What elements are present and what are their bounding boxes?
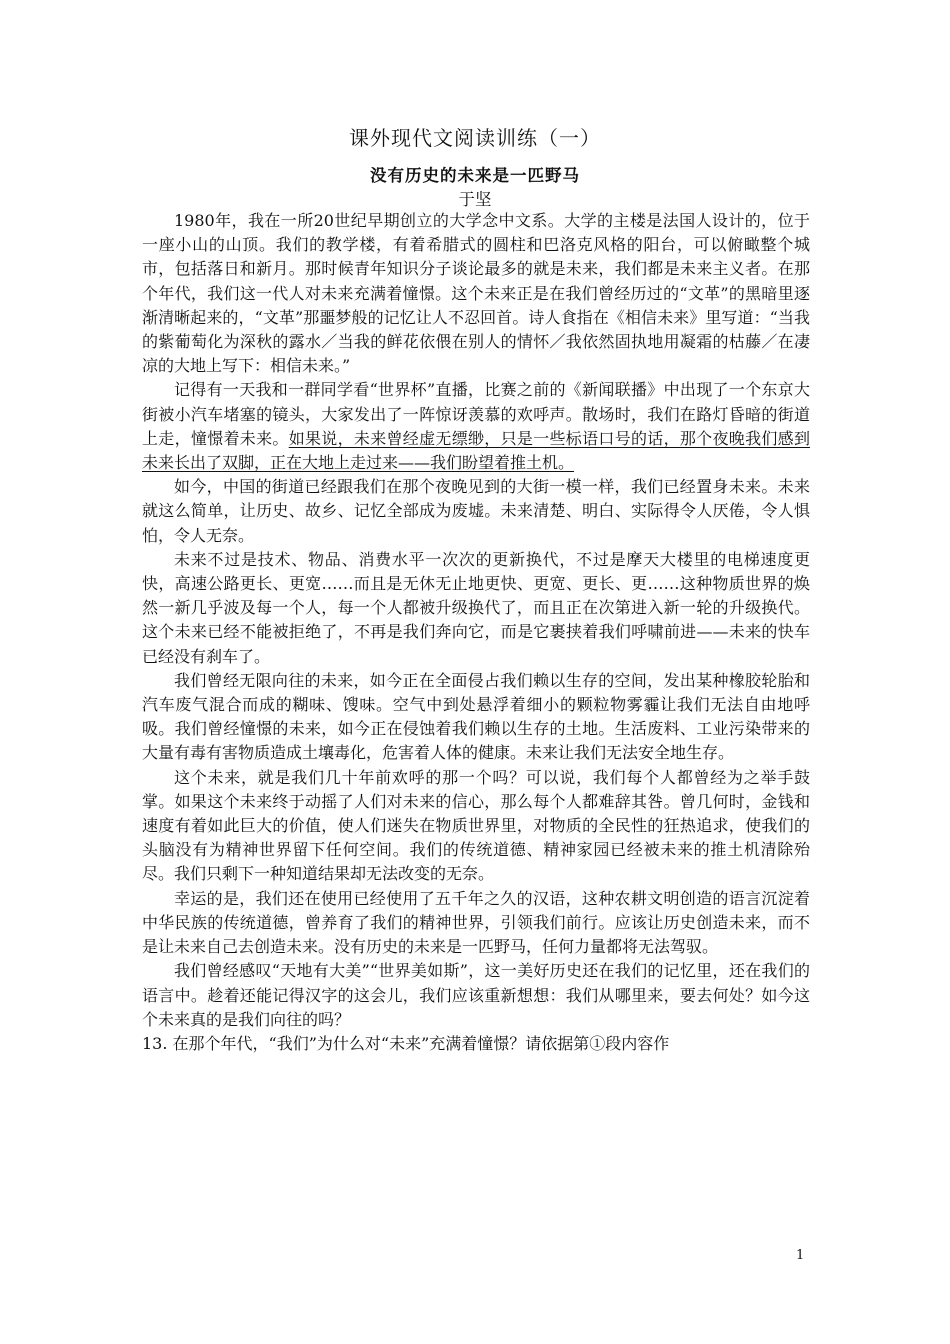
article-title: 没有历史的未来是一匹野马: [370, 166, 580, 185]
paragraph-1: 1980年，我在一所20世纪早期创立的大学念中文系。大学的主楼是法国人设计的，位于一座小山的山顶。我们的教学楼，有着希腊式的圆柱和巴洛克风格的阳台，可以俯瞰整个城市，包括落日和新月。那时候青年知识分子谈论最多的就是未来，我们都是未来主义者。在那个年代，我们这一代人对未来充满着憧憬。这个未来正是在我们曾经历过的“文革”的黑暗里逐渐清晰起来的，“文革”那噩梦般的记忆让人不忍回首。诗人食指在《相信未来》里写道：“当我的紫葡萄化为深秋的露水／当我的鲜花依偎在别人的情怀／我依然固执地用凝霜的枯藤／在凄凉的大地上写下：相信未来。”: [142, 211, 810, 376]
paragraph-8: 我们曾经感叹“天地有大美”“世界美如斯”，这一美好历史还在我们的记忆里，还在我们的语言中。趁着还能记得汉字的这会儿，我们应该重新想想：我们从哪里来，要去何处？如今这个未来真的是我们向往的吗？: [142, 961, 810, 1029]
page-number: 1: [796, 1248, 805, 1263]
paragraph-2: [142, 378, 810, 475]
underlined-sentence: 如果说，未来曾经虚无缥缈，只是一些标语口号的话，那个夜晚我们感到未来长出了双脚，正在大地上走过来——我们盼望着推土机。: [142, 428, 810, 473]
article-body: [142, 209, 810, 1056]
question-13: 13. 在那个年代，“我们”为什么对“未来”充满着憧憬？请依据第①段内容作: [142, 1033, 670, 1053]
paragraph-5: 我们曾经无限向往的未来，如今正在全面侵占我们赖以生存的空间，发出某种橡胶轮胎和汽车废气混合而成的糊味、馊味。空气中到处悬浮着细小的颗粒物雾霾让我们无法自由地呼吸。我们曾经憧憬的未来，如今正在侵蚀着我们赖以生存的土地。生活废料、工业污染带来的大量有毒有害物质造成土壤毒化，危害着人体的健康。未来让我们无法安全地生存。: [142, 670, 810, 763]
document-title: 课外现代文阅读训练（一）: [349, 126, 601, 150]
paragraph-3: 如今，中国的街道已经跟我们在那个夜晚见到的大街一模一样，我们已经置身未来。未来就这么简单，让历史、故乡、记忆全部成为废墟。未来清楚、明白、实际得令人厌倦，令人惧怕，令人无奈。: [142, 477, 810, 545]
paragraph-4: 未来不过是技术、物品、消费水平一次次的更新换代，不过是摩天大楼里的电梯速度更快，高速公路更长、更宽……而且是无休无止地更快、更宽、更长、更……这种物质世界的焕然一新几乎波及每一个人，每一个人都被升级换代了，而且正在次第进入新一轮的升级换代。这个未来已经不能被拒绝了，不再是我们奔向它，而是它裹挟着我们呼啸前进——未来的快车已经没有刹车了。: [142, 549, 810, 666]
paragraph-7: 幸运的是，我们还在使用已经使用了五千年之久的汉语，这种农耕文明创造的语言沉淀着中华民族的传统道德，曾养育了我们的精神世界，引领我们前行。应该让历史创造未来，而不是让未来自己去创造未来。没有历史的未来是一匹野马，任何力量都将无法驾驭。: [142, 888, 810, 957]
paragraph-6: 这个未来，就是我们几十年前欢呼的那一个吗？可以说，我们每个人都曾经为之举手鼓掌。如果这个未来终于动摇了人们对未来的信心，那么每个人都难辞其咎。曾几何时，金钱和速度有着如此巨大的价值，使人们迷失在物质世界里，对物质的全民性的狂热追求，使我们的头脑没有为精神世界留下任何空间。我们的传统道德、精神家园已经被未来的推土机清除殆尽。我们只剩下一种知道结果却无法改变的无奈。: [142, 767, 810, 884]
paragraph-2-text: 记得有一天我和一群同学看“世界杯”直播，比赛之前的《新闻联播》中出现了一个东京大街被小汽车堵塞的镜头，大家发出了一阵惊讶羡慕的欢呼声。散场时，我们在路灯昏暗的街道上走，憧憬着未来。: [142, 380, 810, 448]
article-author: 于坚: [458, 190, 492, 209]
